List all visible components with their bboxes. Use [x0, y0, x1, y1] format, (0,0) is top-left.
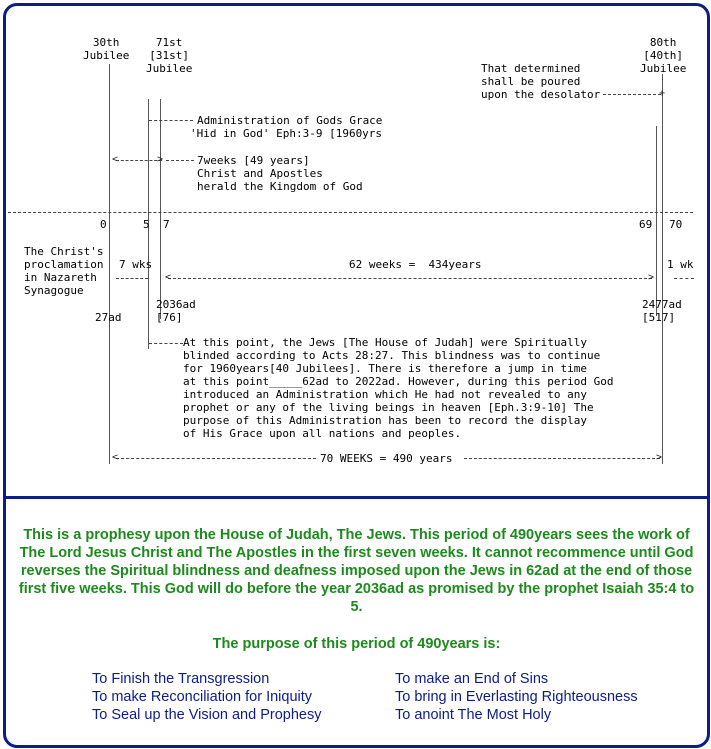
determined-arrow	[603, 94, 661, 95]
line-80th-b	[662, 74, 663, 464]
header-80th-jubilee: 80th [40th] Jubilee	[640, 36, 687, 75]
seven-weeks-left-arrow: <	[112, 154, 119, 165]
prophesy-description: This is a prophesy upon the House of Judah, The Jews. This period of 490years sees the work of The Lord Jesus Christ and The Apostles in the first seven weeks. It cannot recommence until God reverses the Spiritual blindness and deafness imposed upon the Jews in 62ad at the end of those first five weeks. This God will do before the year 2036ad as promised by the prophet Isaiah 35:4 to 5.	[18, 527, 695, 615]
line-80th-a	[656, 126, 657, 316]
christ-apostles-label: Christ and Apostles herald the Kingdom of God	[197, 167, 363, 193]
seven-weeks-right-arrow: >	[157, 154, 164, 165]
goal-finish-transgression: To Finish the Transgression	[92, 671, 270, 687]
seven-weeks-span	[116, 160, 162, 161]
line-71st-b	[160, 99, 161, 319]
separator-line	[8, 212, 693, 213]
seventy-weeks-span-right	[464, 458, 660, 459]
page-frame	[3, 3, 710, 748]
year-2477ad: 2477ad	[642, 298, 682, 311]
sixty-two-weeks-label: 62 weeks = 434years	[349, 258, 482, 271]
proclamation-note: The Christ's proclamation in Nazareth Synagogue	[24, 245, 104, 297]
blindness-pointer	[149, 343, 183, 344]
determined-note: That determined shall be poured upon the desolator	[481, 62, 601, 101]
header-71st-jubilee: 71st [31st] Jubilee	[146, 36, 193, 75]
goal-seal-vision: To Seal up the Vision and Prophesy	[92, 707, 322, 723]
section-divider	[6, 496, 707, 499]
sixty-two-weeks-span	[168, 278, 652, 279]
blindness-note: At this point, the Jews [The House of Judah] were Spiritually blinded according to Acts 28:27. This blindness was to continue for 1960years[40 Jubilees]. There is therefore a jump in time at this point_____62ad to 2022ad. However, during this period God introduced an Administration which He had not revealed to any prophet or any of the living beings in heaven [Eph.3:9-10] The purpose of this Administration has been to record the display of His Grace upon all nations and peoples.	[183, 336, 614, 440]
admin-arrow	[149, 120, 193, 121]
plus-marker: +	[659, 88, 666, 99]
seventy-weeks-label: 70 WEEKS = 490 years	[320, 452, 453, 465]
tag-517: [517]	[642, 311, 676, 324]
line-30th	[109, 64, 110, 464]
week-7: 7	[163, 218, 170, 231]
goal-reconciliation: To make Reconciliation for Iniquity	[92, 689, 313, 705]
purpose-title: The purpose of this period of 490years is:	[212, 636, 501, 652]
seven-wks-label: 7 wks	[119, 258, 153, 271]
week-69: 69	[639, 218, 653, 231]
seven-weeks-pointer	[166, 160, 194, 161]
admin-grace-label: Administration of Gods Grace	[197, 114, 383, 127]
seventy-left-arrow: <	[112, 452, 119, 463]
year-27ad: 27ad	[95, 311, 122, 324]
week-70: 70	[669, 218, 683, 231]
goal-anoint-most-holy: To anoint The Most Holy	[395, 707, 552, 723]
one-week-span	[674, 278, 694, 279]
goal-everlasting-righteousness: To bring in Everlasting Righteousness	[395, 689, 638, 705]
span-right-arrow: >	[648, 272, 655, 283]
year-2036ad: 2036ad	[156, 298, 196, 311]
header-30th-jubilee: 30th Jubilee	[83, 36, 130, 62]
seven-weeks-label: 7weeks [49 years]	[197, 154, 310, 167]
goal-end-of-sins: To make an End of Sins	[395, 671, 549, 687]
tag-76: [76]	[156, 311, 183, 324]
seventy-weeks-span-left	[116, 458, 316, 459]
one-week-label: 1 wk	[667, 258, 694, 271]
seven-wks-span	[116, 278, 148, 279]
span-left-arrow: <	[165, 272, 172, 283]
hid-in-god-label: 'Hid in God' Eph:3-9 [1960yrs	[190, 127, 383, 140]
week-0: 0	[100, 218, 107, 231]
timeline-diagram	[6, 6, 707, 496]
week-5: 5	[143, 218, 150, 231]
seventy-right-arrow: >	[656, 452, 663, 463]
